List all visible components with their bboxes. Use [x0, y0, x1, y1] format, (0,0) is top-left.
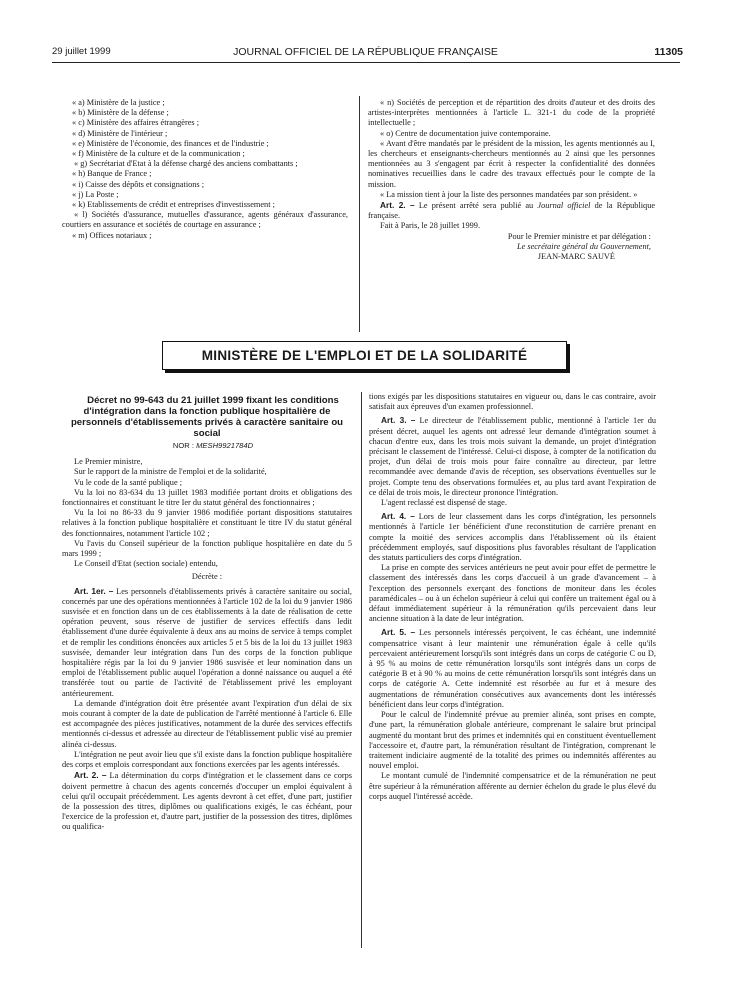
preamble-line: Sur le rapport de la ministre de l'emploi et de la solidarité, [74, 467, 267, 477]
nor-value: MESH9921784D [196, 441, 254, 450]
article-1: Art. 1er. – Les personnels d'établissements privés à caractère sanitaire ou social, concernés par une des opérations mentionnées à l'article 102 de la loi du 9 janvier 1986 susvisée et en fonction dans un de ces établissements à la date de réalisation de cette opération peuvent, sous réserve de justifier de services effectifs dans ledit établissement d'une durée équivalente à deux ans au moins de service à temps complet et de remplir les conditions énoncées aux articles 5 et 5 bis de la loi du 13 juillet 1983 susvisée, demander leur intégration dans l'un des corps de la fonction publique hospitalière régis par la loi du 9 janvier 1986 susvisée et leur nomination dans un emploi de l'établissement public auquel l'opération a donné naissance ou auquel a été transférée tout ou partie de l'activité de l'établissement privé les employant antérieurement. [62, 585, 352, 698]
article-label: Art. 4. – [381, 511, 415, 522]
list-item: « l) Sociétés d'assurance, mutuelles d'assurance, agents généraux d'assurance, courtiers en assurance et sociétés de courtage en assurance ; [62, 210, 348, 230]
paragraph: « n) Sociétés de perception et de répartition des droits d'auteur et des droits des artistes-interprètes mentionnées à l'article L. 321-1 du code de la propriété intellectuelle ; [368, 98, 655, 128]
ministry-heading [162, 341, 567, 370]
preamble-line: Le Conseil d'Etat (section sociale) entendu, [74, 559, 218, 569]
list-item: « b) Ministère de la défense ; [72, 108, 169, 118]
list-item: « a) Ministère de la justice ; [72, 98, 165, 107]
top-left-list [62, 98, 348, 241]
preamble-line: Le Premier ministre, [74, 457, 143, 467]
decree-right-column [369, 392, 656, 802]
header-date: 29 juillet 1999 [52, 46, 111, 57]
article-5: Art. 5. – Les personnels intéressés perçoivent, le cas échéant, une indemnité compensatrice visant à leur maintenir une rémunération égale à celle qu'ils percevaient antérieurement lorsqu'ils sont intégrés dans un corps de catégorie C ou D, à 95 % au moins de cette rémunération lorsqu'ils sont intégrés dans un corps de catégorie B et à 90 % au moins de cette rémunération lorsqu'ils sont intégrés dans un corps de catégorie A. Cette indemnité est résorbée au fur et à mesure des augmentations de rémunération consécutives aux avancements dont les intéressés bénéficient dans leur corps d'intégration. [369, 627, 656, 709]
article-label: Art. 1er. – [74, 585, 114, 596]
article-4-para-2: La prise en compte des services antérieurs ne peut avoir pour effet de permettre le classement des intéressés dans les corps d'accueil à un grade d'avancement – à l'exception des personnels exerçant des fonctions de moniteur dans les écoles paramédicales – ou à un échelon supérieur à celui qui confère un traitement égal ou à défaut immédiatement supérieur à la rémunération qu'ils percevaient dans leur ancienne situation à la date de leur intégration. [369, 563, 656, 624]
decrete: Décrète : [191, 572, 223, 582]
list-item: « k) Etablissements de crédit et entreprises d'investissement ; [72, 200, 275, 210]
top-right-column [368, 98, 655, 262]
column-divider [361, 392, 362, 948]
list-item: « g) Secrétariat d'Etat à la défense chargé des anciens combattants ; [74, 159, 298, 169]
article-label: Art. 5. – [381, 627, 416, 638]
preamble-line: Vu la loi no 86-33 du 9 janvier 1986 modifiée portant dispositions statutaires relatives à la fonction publique hospitalière et constituant le titre IV du statut général des fonctionnaires, notamment l'article 102 ; [62, 508, 352, 538]
article-2-publication: Art. 2. – Le présent arrêté sera publié au Journal officiel de la République française. [368, 200, 656, 221]
preamble-line: Vu l'avis du Conseil supérieur de la fonction publique hospitalière en date du 5 mars 1999 ; [62, 538, 352, 559]
preamble-line: Vu la loi no 83-634 du 13 juillet 1983 modifiée portant droits et obligations des fonctionnaires et constituant le titre Ier du statut général des fonctionnaires ; [62, 487, 352, 508]
article-2: Art. 2. – La détermination du corps d'intégration et le classement dans ce corps doivent permettre à chacun des agents concernés d'occuper un emploi équivalent à celui qu'il occupait précédemment. Les agents devront à cet effet, d'une part, justifier de la possession des titres, diplômes ou qualifications exigés, le cas échéant, pour l'exercice de la profession et, d'autre part, justifier de la possession des titres, diplômes ou qualifica- [62, 770, 352, 832]
decree-title: Décret no 99-643 du 21 juillet 1999 fixant les conditions d'intégration dans la fonction publique hospitalière de personnels d'établissements privés à caractère sanitaire ou social [70, 395, 344, 439]
article-5-para-2: Pour le calcul de l'indemnité prévue au premier alinéa, sont prises en compte, d'une part, la rémunération globale antérieure, comprenant le salaire brut principal augmenté du montant brut des primes et indemnités qui en constituent éventuellement l'accessoire et, d'autre part, la rémunération résultant de l'intégration, comprenant le traitement indiciaire augmenté de la totalité des primes ou indemnités afférentes au nouvel emploi. [369, 710, 656, 771]
delegation-line: Pour le Premier ministre et par délégation : [507, 231, 651, 241]
article-1-para-2: La demande d'intégration doit être présentée avant l'expiration d'un délai de six mois courant à compter de la date de publication de l'arrêté mentionné à l'article 6. Elle est accompagnée des pièces justificatives, notamment de la durée des services effectifs mentionnés ci-dessus et adressée au directeur de l'établissement public visé au premier alinéa ci-dessus. [62, 698, 352, 749]
paragraph: « Avant d'être mandatés par le président de la mission, les agents mentionnés au I, les chercheurs et enseignants-chercheurs mentionnés au 2 ainsi que les personnes mentionnées au 3 s'engagent par écrit à respecter la confidentialité des données nominatives recueillies dans le cadre des travaux effectués pour le compte de la mission. [368, 138, 655, 189]
paragraph: « La mission tient à jour la liste des personnes mandatées par son président. » [380, 189, 638, 199]
article-1-para-3: L'intégration ne peut avoir lieu que s'il existe dans la fonction publique hospitalière des corps et emplois correspondant aux fonctions exercées par les agents intéressés. [62, 749, 352, 770]
place-date: Fait à Paris, le 28 juillet 1999. [380, 221, 481, 231]
article-3-para-2: L'agent reclassé est dispensé de stage. [381, 498, 507, 508]
page-number: 11305 [654, 46, 683, 58]
article-label: Art. 2. – [380, 200, 415, 211]
article-3: Art. 3. – Le directeur de l'établissement public, mentionné à l'article 1er du présent décret, auquel les agents ont adressé leur demande d'intégration soumet à chacun d'entre eux, dans les trois mois suivant la demande, un projet d'intégration précisant le classement de l'intéressé. Celui-ci dispose, à compter de la notification du projet, d'un délai de trois mois pour faire connaître au directeur, par lettre recommandée avec demande d'avis de réception, ses observations éventuelles sur le projet. Compte tenu des observations formulées et, au plus tard avant l'expiration de ce délai de trois mois, le directeur prononce l'intégration. [369, 415, 657, 497]
list-item: « i) Caisse des dépôts et consignations ; [72, 179, 205, 189]
preamble-line: Vu le code de la santé publique ; [74, 477, 183, 487]
list-item: « d) Ministère de l'intérieur ; [72, 128, 168, 138]
ministry-heading-text: MINISTÈRE DE L'EMPLOI ET DE LA SOLIDARITÉ [201, 348, 528, 363]
article-label: Art. 3. – [381, 415, 416, 426]
list-item: « m) Offices notariaux ; [72, 230, 152, 240]
decree-left-column [62, 395, 352, 833]
list-item: « j) La Poste ; [72, 189, 119, 199]
header-rule [52, 62, 680, 63]
column-divider [359, 96, 360, 332]
signatory-name: JEAN-MARC SAUVÉ [537, 252, 615, 262]
nor-reference: NOR : MESH9921784D [172, 441, 254, 450]
journal-title: JOURNAL OFFICIEL DE LA RÉPUBLIQUE FRANÇAISE [233, 46, 498, 58]
paragraph: « o) Centre de documentation juive contemporaine. [380, 128, 551, 138]
list-item: « e) Ministère de l'économie, des finances et de l'industrie ; [72, 138, 269, 148]
article-2-continued: tions exigés par les dispositions statutaires en vigueur ou, dans le cas contraire, avoir satisfait aux épreuves d'un examen professionnel. [369, 392, 656, 412]
signatory-role: Le secrétaire général du Gouvernement, [516, 241, 651, 251]
article-label: Art. 2. – [74, 770, 107, 781]
article-5-para-3: Le montant cumulé de l'indemnité compensatrice et de la rémunération ne peut être supérieur à la rémunération afférente au dernier échelon du grade le plus élevé du corps auquel l'intéressé accède. [369, 771, 656, 801]
article-4: Art. 4. – Lors de leur classement dans les corps d'intégration, les personnels mentionnés à l'article 1er bénéficient d'une reconstitution de carrière prenant en compte la moitié des services accomplis dans l'établissement où ils étaient précédemment employés, sauf dispositions plus favorables résultant de l'application des statuts particuliers des corps d'intégration. [369, 511, 657, 563]
list-item: « c) Ministère des affaires étrangères ; [72, 118, 200, 128]
list-item: « h) Banque de France ; [72, 169, 152, 179]
list-item: « f) Ministère de la culture et de la communication ; [72, 149, 245, 159]
